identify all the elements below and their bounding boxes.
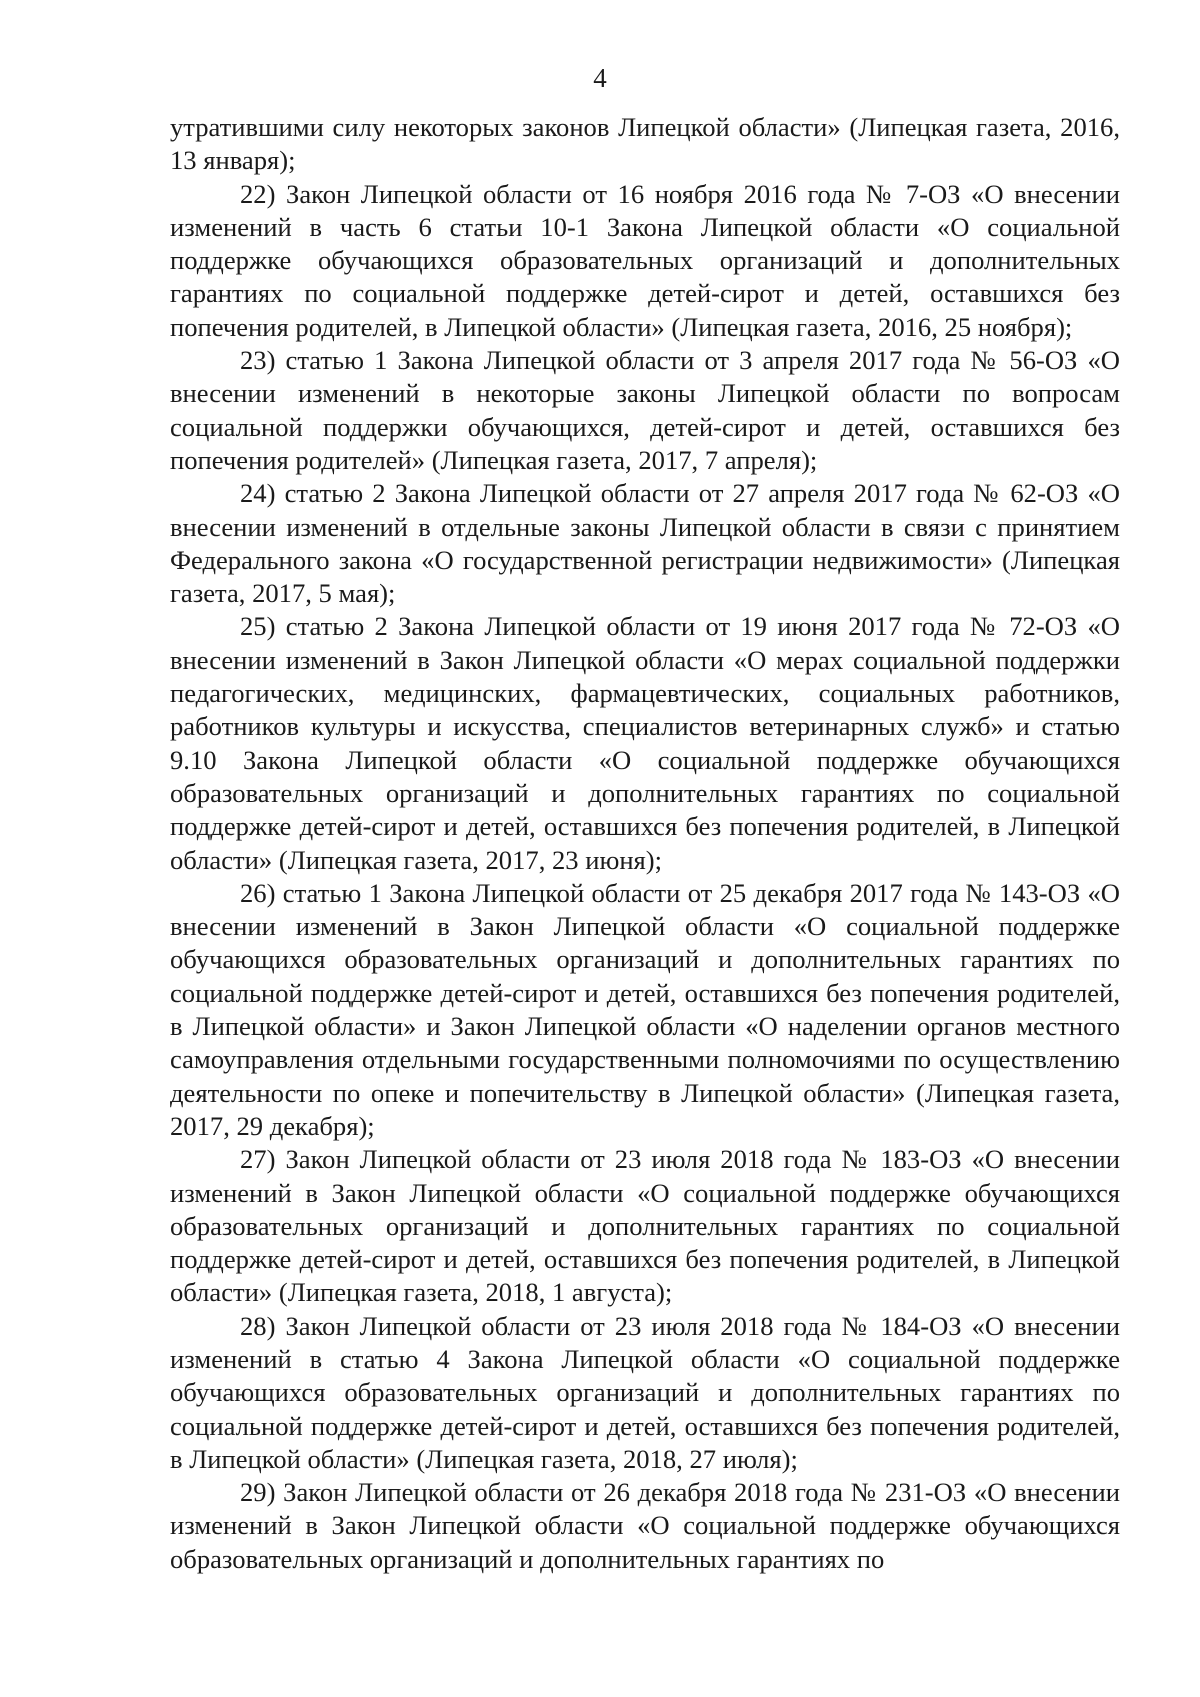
document-body <box>170 111 1120 1576</box>
list-item-23: 23) статью 1 Закона Липецкой области от 3 апреля 2017 года № 56-ОЗ «О внесении изменений в некоторые законы Липецкой области по вопросам социальной поддержки обучающихся, детей-сирот и детей, оставшихся без попечения родителей» (Липецкая газета, 2017, 7 апреля); <box>170 345 1120 475</box>
list-item-27: 27) Закон Липецкой области от 23 июля 2018 года № 183-ОЗ «О внесении изменений в Закон Липецкой области «О социальной поддержке обучающихся образовательных организаций и дополнительных гарантиях по социальной поддержке детей-сирот и детей, оставшихся без попечения родителей, в Липецкой области» (Липецкая газета, 2018, 1 августа); <box>170 1144 1120 1308</box>
list-item-25: 25) статью 2 Закона Липецкой области от 19 июня 2017 года № 72-ОЗ «О внесении изменений в Закон Липецкой области «О мерах социальной поддержки педагогических, медицинских, фармацевтических, социальных работников, работников культуры и искусства, специалистов ветеринарных служб» и статью 9.10 Закона Липецкой области «О социальной поддержке обучающихся образовательных организаций и дополнительных гарантиях по социальной поддержке детей-сирот и детей, оставшихся без попечения родителей, в Липецкой области» (Липецкая газета, 2017, 23 июня); <box>170 611 1120 875</box>
list-item-29: 29) Закон Липецкой области от 26 декабря 2018 года № 231-ОЗ «О внесении изменений в Закон Липецкой области «О социальной поддержке обучающихся образовательных организаций и дополнительных гарантиях по <box>170 1477 1120 1574</box>
page-number: 4 <box>593 63 607 93</box>
list-item-24: 24) статью 2 Закона Липецкой области от 27 апреля 2017 года № 62-ОЗ «О внесении изменений в отдельные законы Липецкой области в связи с принятием Федерального закона «О государственной регистрации недвижимости» (Липецкая газета, 2017, 5 мая); <box>170 478 1120 609</box>
list-item-26: 26) статью 1 Закона Липецкой области от 25 декабря 2017 года № 143-ОЗ «О внесении изменений в Закон Липецкой области «О социальной поддержке обучающихся образовательных организаций и дополнительных гарантиях по социальной поддержке детей-сирот и детей, оставшихся без попечения родителей, в Липецкой области» и Закон Липецкой области «О наделении органов местного самоуправления отдельными государственными полномочиями по осуществлению деятельности по опеке и попечительству в Липецкой области» (Липецкая газета, 2017, 29 декабря); <box>170 877 1120 1141</box>
list-item-22: 22) Закон Липецкой области от 16 ноября 2016 года № 7-ОЗ «О внесении изменений в часть 6 статьи 10-1 Закона Липецкой области «О социальной поддержке обучающихся образовательных организаций и дополнительных гарантиях по социальной поддержке детей-сирот и детей, оставшихся без попечения родителей, в Липецкой области» (Липецкая газета, 2016, 25 ноября); <box>170 178 1120 342</box>
paragraph-continuation: утратившими силу некоторых законов Липецкой области» (Липецкая газета, 2016, 13 января); <box>170 112 1120 176</box>
list-item-28: 28) Закон Липецкой области от 23 июля 2018 года № 184-ОЗ «О внесении изменений в статью 4 Закона Липецкой области «О социальной поддержке обучающихся образовательных организаций и дополнительных гарантиях по социальной поддержке детей-сирот и детей, оставшихся без попечения родителей, в Липецкой области» (Липецкая газета, 2018, 27 июля); <box>170 1310 1120 1474</box>
